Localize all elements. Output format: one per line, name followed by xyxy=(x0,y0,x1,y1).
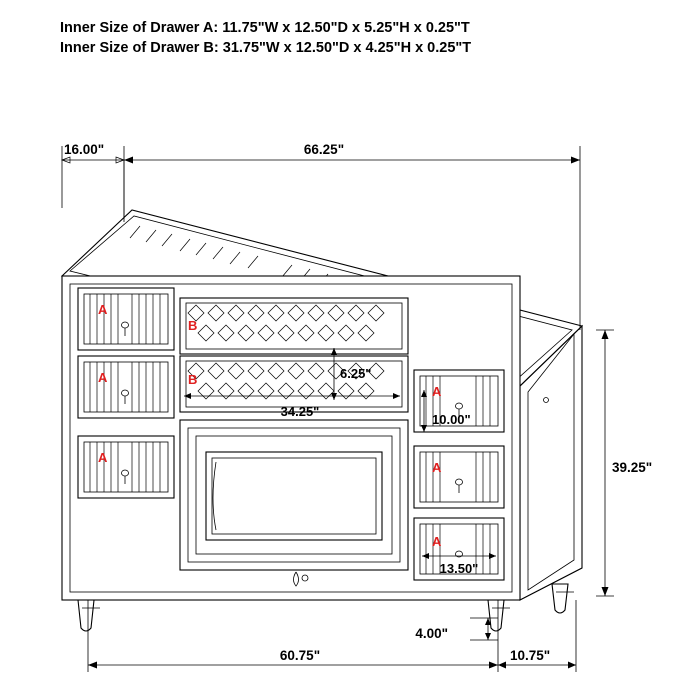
dim-top-main xyxy=(124,142,580,164)
dim-bottom-right xyxy=(498,648,576,669)
dim-label-inner-b-width: 34.25" xyxy=(280,404,320,419)
dresser-right-side-panel xyxy=(520,326,582,600)
dim-label-right-height: 39.25" xyxy=(612,460,653,475)
base-edge xyxy=(520,568,582,600)
spec-line-drawer-b: Inner Size of Drawer B: 31.75"W x 12.50"D x 4.25"H x 0.25"T xyxy=(60,40,472,56)
drawer-label-center-b2: B xyxy=(188,372,198,387)
drawer-label-center-b1: B xyxy=(188,318,198,333)
dim-bottom-main xyxy=(88,648,498,669)
dim-top-left xyxy=(62,142,124,163)
spec-line-drawer-a: Inner Size of Drawer A: 11.75"W x 12.50"D x 5.25"H x 0.25"T xyxy=(60,20,470,36)
drawer-label-left-1: A xyxy=(98,302,108,317)
dresser-front-face xyxy=(62,276,520,600)
dim-label-inner-a-height: 10.00" xyxy=(432,412,471,427)
dim-label-top-main: 66.25" xyxy=(303,142,345,157)
dim-label-leg-height: 4.00" xyxy=(415,626,448,641)
dim-leg-height xyxy=(415,618,491,641)
drawer-label-right-3: A xyxy=(432,534,442,549)
dim-label-inner-b-height: 6.25" xyxy=(340,366,372,381)
dim-label-bottom-right: 10.75" xyxy=(510,648,551,663)
dim-label-bottom-main: 60.75" xyxy=(279,648,321,663)
drawer-label-right-1: A xyxy=(432,384,442,399)
dim-label-top-left: 16.00" xyxy=(64,142,105,157)
drawer-label-right-2: A xyxy=(432,460,442,475)
dim-label-inner-a-width: 13.50" xyxy=(439,561,479,576)
drawer-label-left-3: A xyxy=(98,450,108,465)
drawer-label-left-2: A xyxy=(98,370,108,385)
dim-right-height xyxy=(602,330,653,596)
